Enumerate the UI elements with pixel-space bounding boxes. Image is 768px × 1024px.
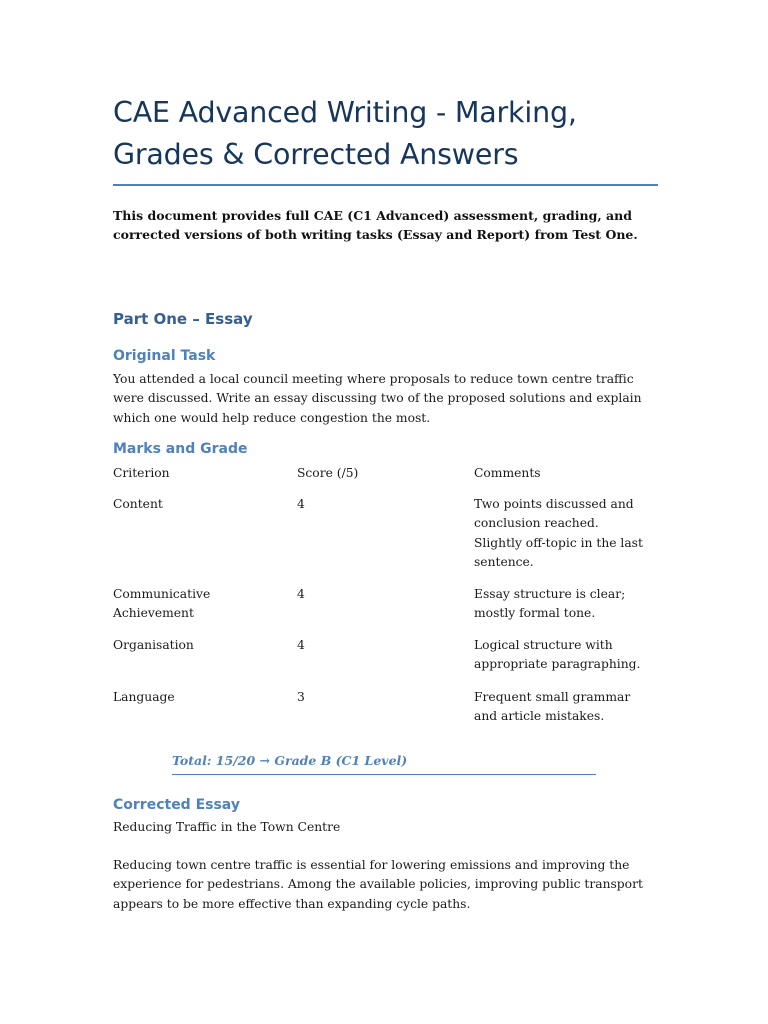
criterion-cell: Language — [113, 690, 175, 704]
header-score: Score (/5) — [297, 466, 359, 480]
comment-cell: Frequent small grammar and article mistakes. — [474, 690, 631, 724]
marks-heading: Marks and Grade — [113, 441, 248, 457]
corrected-essay-paragraph: Reducing town centre traffic is essential for lowering emissions and improving the experience for pedestrians. Among the available policies, improving public transport appears to be more effective than expanding cycle paths. — [113, 858, 643, 911]
criterion-cell: Content — [113, 497, 163, 511]
header-comments: Comments — [474, 466, 541, 480]
title-line-1: CAE Advanced Writing - Marking, — [113, 96, 577, 129]
comment-cell: Essay structure is clear; mostly formal tone. — [474, 587, 626, 621]
criterion-cell: Organisation — [113, 638, 194, 652]
original-task-text: You attended a local council meeting where proposals to reduce town centre traffic were discussed. Write an essay discussing two of the proposed solutions and explain which one would help reduce congestion the most. — [113, 372, 642, 425]
original-task-heading: Original Task — [113, 348, 216, 364]
total-grade: Total: 15/20 → Grade B (C1 Level) — [172, 751, 596, 775]
corrected-essay-heading: Corrected Essay — [113, 797, 240, 813]
corrected-essay-title: Reducing Traffic in the Town Centre — [113, 820, 341, 834]
header-criterion: Criterion — [113, 466, 170, 480]
intro-paragraph: This document provides full CAE (C1 Advanced) assessment, grading, and corrected versions of both writing tasks (Essay and Report) from Test One. — [113, 208, 638, 242]
score-cell: 4 — [297, 497, 305, 511]
comment-cell: Two points discussed and conclusion reached. Slightly off-topic in the last sentence. — [474, 497, 643, 569]
document-title — [113, 92, 658, 186]
criterion-cell: Communicative Achievement — [113, 587, 211, 621]
document-page — [113, 92, 658, 911]
score-cell: 3 — [297, 690, 305, 704]
comment-cell: Logical structure with appropriate paragraphing. — [474, 638, 641, 672]
score-cell: 4 — [297, 587, 305, 601]
title-line-2: Grades & Corrected Answers — [113, 138, 519, 171]
part-one-heading: Part One – Essay — [113, 310, 253, 328]
score-cell: 4 — [297, 638, 305, 652]
